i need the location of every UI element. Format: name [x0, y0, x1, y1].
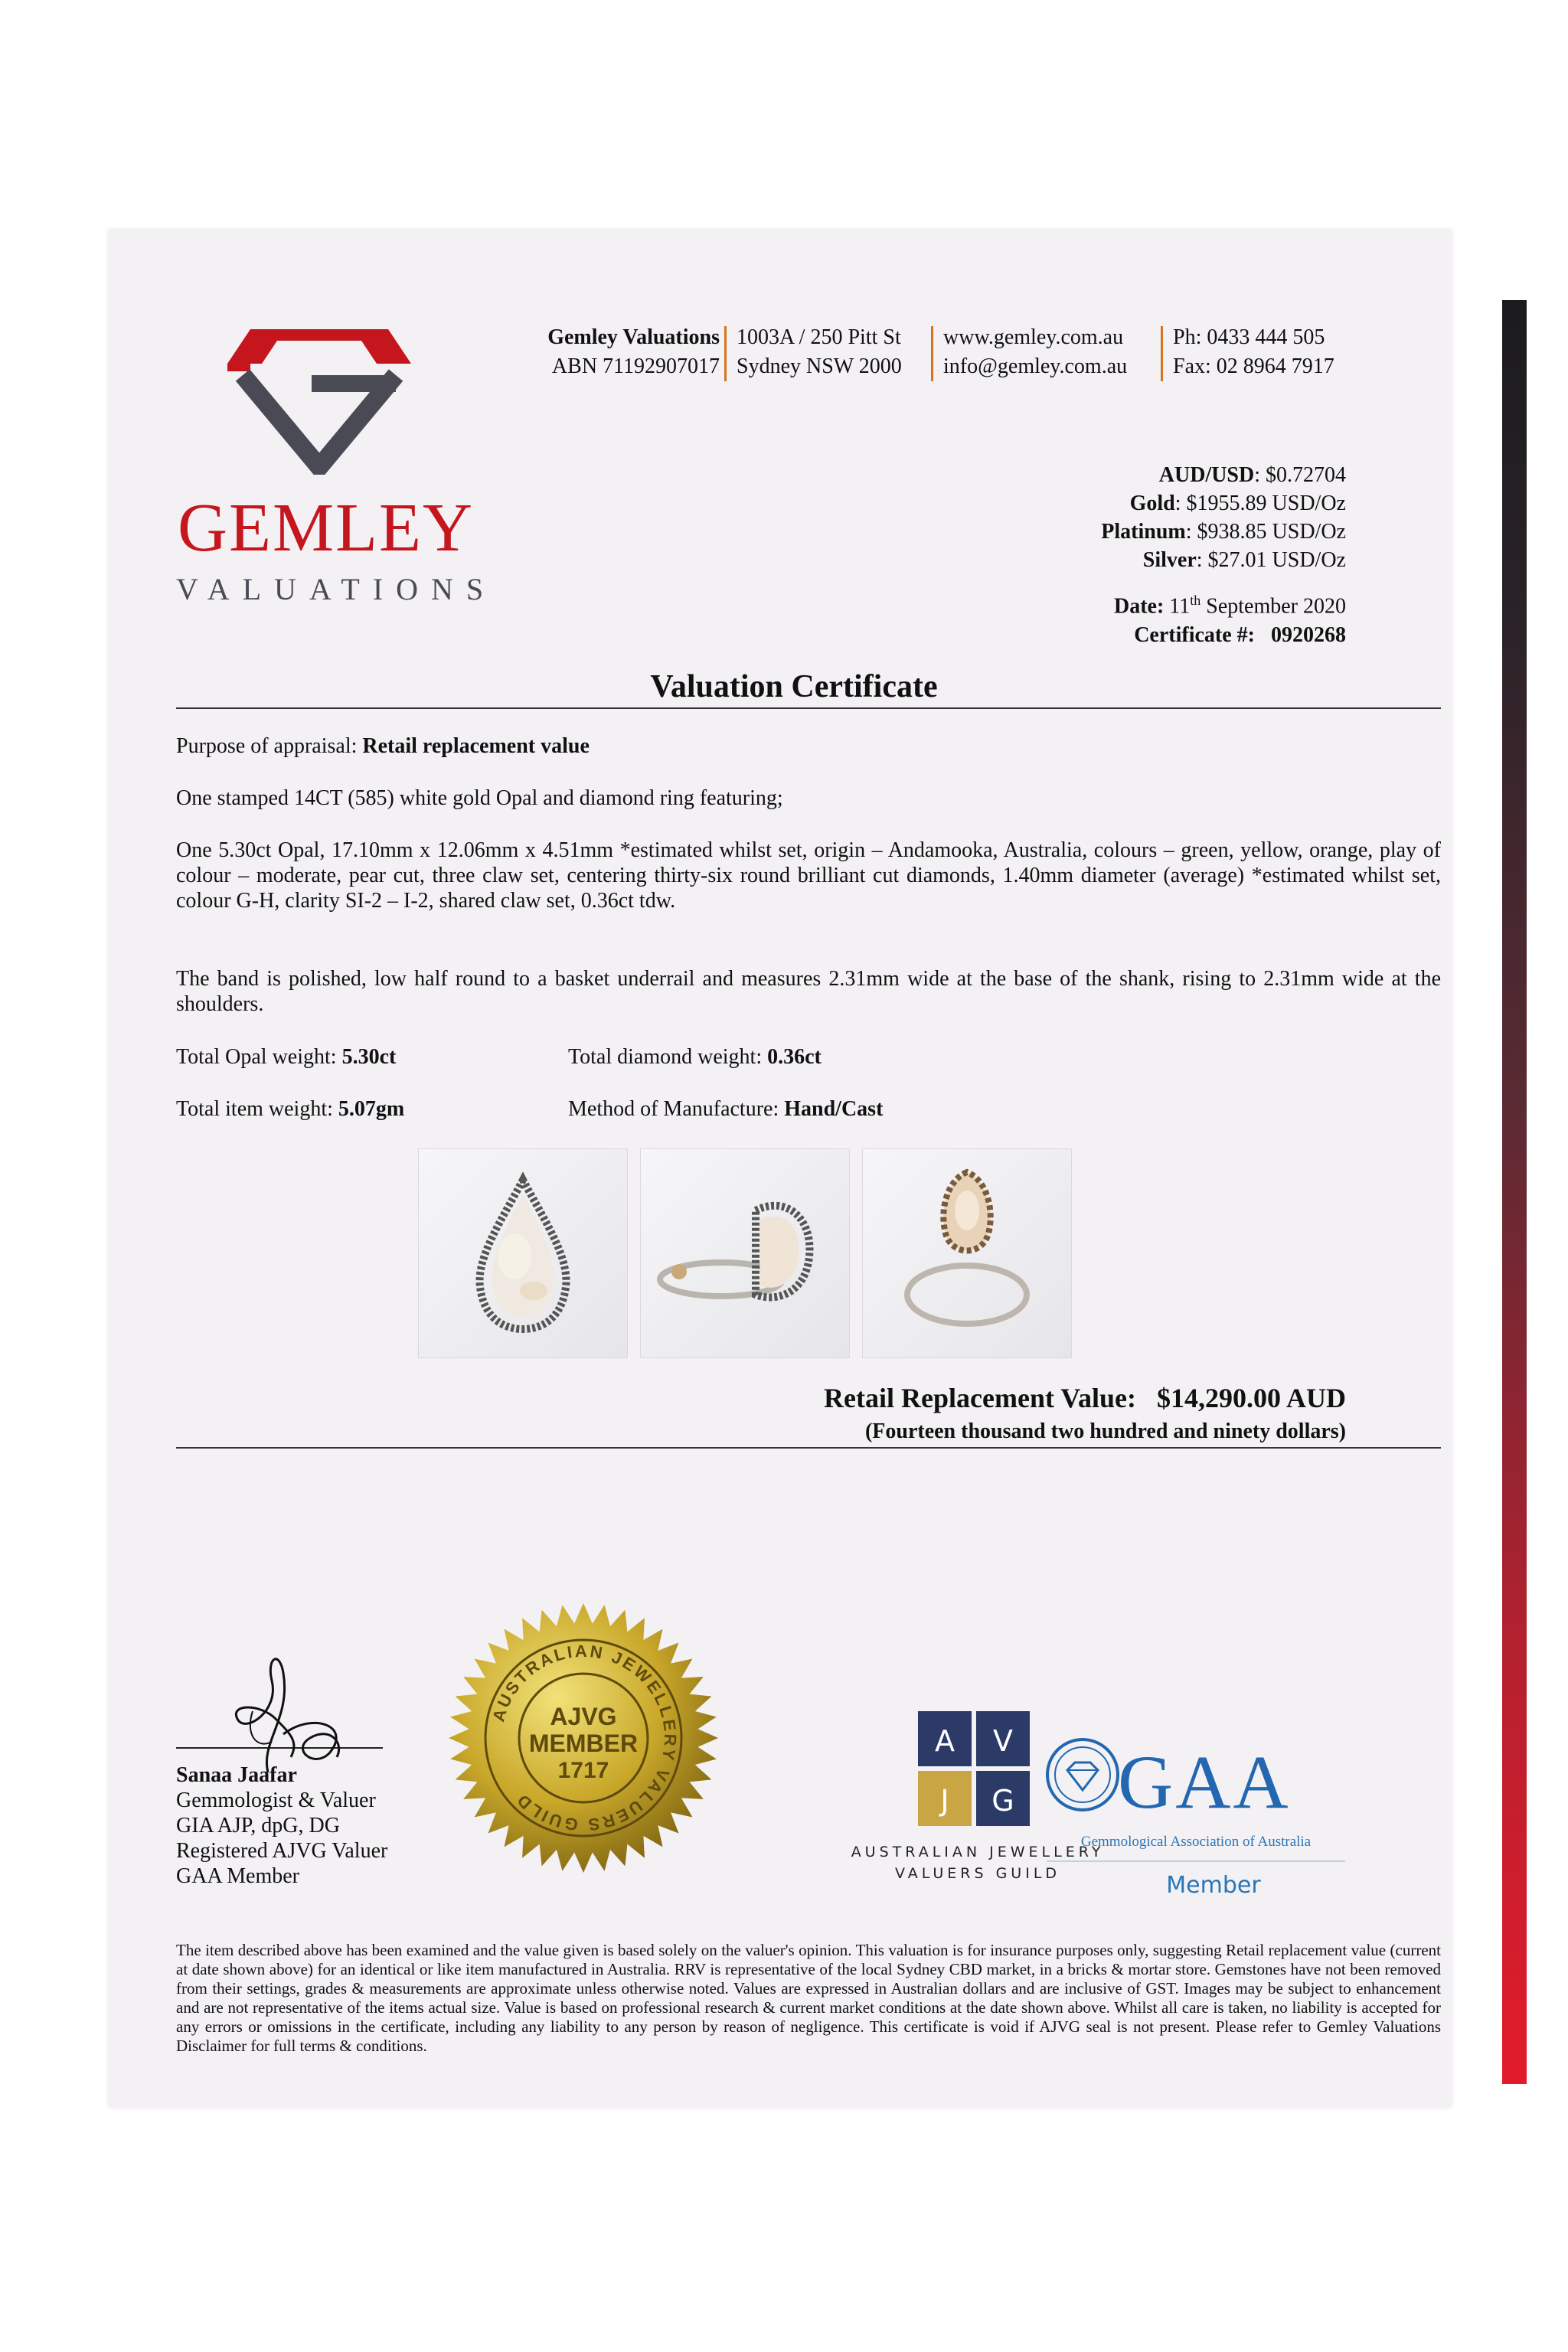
- kv-value: 5.30ct: [341, 1045, 397, 1069]
- contact-web: [943, 323, 1158, 381]
- signer-qualifications: GIA AJP, dpG, DG: [176, 1814, 340, 1838]
- contact-phone: [1173, 323, 1387, 381]
- cert-line: [1114, 621, 1346, 650]
- phone: Ph: 0433 444 505: [1173, 325, 1325, 349]
- ajvg-seal-icon: [446, 1600, 721, 1876]
- address-line-1: 1003A / 250 Pitt St: [737, 325, 901, 349]
- contact-company: [521, 323, 720, 381]
- date-line: [1114, 586, 1346, 621]
- page-title: Valuation Certificate: [650, 669, 938, 704]
- ring-photo-side: [640, 1148, 850, 1358]
- rate-value: : $27.01 USD/Oz: [1196, 548, 1346, 572]
- title-rule: [176, 707, 1441, 709]
- gaa-divider: [1047, 1860, 1345, 1862]
- rate-label: AUD/USD: [1158, 463, 1255, 487]
- signer-name: Sanaa Jaafar: [176, 1763, 297, 1787]
- gaa-emblem-icon: [1044, 1736, 1121, 1813]
- certificate-sheet: [109, 230, 1452, 2107]
- kv-value: 5.07gm: [338, 1097, 405, 1121]
- divider: [931, 326, 933, 381]
- avjg-letter-g: G: [991, 1784, 1014, 1818]
- rate-value: : $0.72704: [1254, 463, 1346, 487]
- rate-value: : $1955.89 USD/Oz: [1174, 492, 1346, 515]
- date-rest: September 2020: [1206, 594, 1346, 619]
- ring-photo-back: [862, 1148, 1072, 1358]
- metal-rates: [1101, 461, 1346, 574]
- ring-side-image: [641, 1149, 849, 1357]
- signer-membership: GAA Member: [176, 1864, 299, 1888]
- rate-gold: [1101, 489, 1346, 518]
- rate-label: Silver: [1142, 548, 1197, 572]
- description-intro: One stamped 14CT (585) white gold Opal and diamond ring featuring;: [176, 786, 783, 810]
- seal-line-1: AJVG: [550, 1703, 617, 1730]
- kv-value: Hand/Cast: [784, 1097, 884, 1121]
- description-stone: One 5.30ct Opal, 17.10mm x 12.06mm x 4.51mm *estimated whilst set, origin – Andamooka, Australia, colours – green, yellow, orange, play of colour – moderate, pear cut, three claw set, centering thirty-six round brilliant cut diamonds, 1.40mm diameter (average) *estimated whilst set, colour G-H, clarity SI-2 – I-2, shared claw set, 0.36ct tdw.: [176, 838, 1441, 913]
- rate-platinum: [1101, 518, 1346, 546]
- email: info@gemley.com.au: [943, 354, 1128, 378]
- signer-block: [176, 1762, 387, 1889]
- rate-label: Platinum: [1101, 520, 1186, 544]
- rate-silver: [1101, 546, 1346, 574]
- date-day: 11: [1169, 594, 1191, 619]
- kv-label: Total Opal weight:: [176, 1045, 337, 1069]
- brand-sub: VALUATIONS: [176, 572, 497, 606]
- date-suffix: th: [1190, 593, 1201, 608]
- diamond-weight: [568, 1044, 822, 1070]
- side-color-bar: [1502, 300, 1527, 2084]
- website: www.gemley.com.au: [943, 325, 1124, 349]
- signer-registration: Registered AJVG Valuer: [176, 1839, 388, 1863]
- purpose-value: Retail replacement value: [362, 734, 590, 758]
- ring-photo-front: [418, 1148, 628, 1358]
- retail-value: [824, 1384, 1346, 1412]
- brand-name: GEMLEY: [178, 490, 474, 566]
- fax: Fax: 02 8964 7917: [1173, 354, 1334, 378]
- gemley-logo-icon: [220, 322, 419, 475]
- ring-back-image: [863, 1149, 1071, 1357]
- value-label: Retail Replacement Value:: [824, 1383, 1136, 1413]
- gaa-member-label: Member: [1166, 1872, 1261, 1899]
- date-label: Date:: [1113, 594, 1165, 619]
- gaa-wordmark: GAA: [1118, 1740, 1291, 1824]
- gaa-full-name: Gemmological Association of Australia: [1080, 1834, 1312, 1850]
- kv-value: 0.36ct: [767, 1045, 822, 1069]
- divider: [1161, 326, 1163, 381]
- seal-line-3: 1717: [557, 1758, 609, 1783]
- disclaimer: The item described above has been examined and the value given is based solely on the valuer's opinion. This valuation is for insurance purposes only, suggesting Retail replacement value (current at date shown above) for an identical or like item manufactured in Australia. RRV is representative of the local Sydney CBD market, in a bricks & mortar store. Gemstones have not been removed from their settings, grades & measurements are approximate unless otherwise noted. Values are expressed in Australian dollars and are inclusive of GST. Images may be subject to enhancement and are not representative of the items actual size. Value is based on professional research & current market conditions at the date shown above. Whilst all care is taken, no liability is accepted for any errors or omissions in the certificate, including any liability to any person by reason of negligence. This certificate is void if AJVG seal is not present. Please refer to Gemley Valuations Disclaimer for full terms & conditions.: [176, 1941, 1441, 2055]
- purpose-line: [176, 733, 1441, 759]
- purpose-label: Purpose of appraisal:: [176, 734, 358, 758]
- value-rule: [176, 1447, 1441, 1449]
- cert-number: 0920268: [1271, 623, 1346, 648]
- signature-icon: [176, 1627, 406, 1780]
- value-amount: $14,290.00 AUD: [1156, 1383, 1346, 1413]
- company-abn: ABN 71192907017: [551, 354, 720, 378]
- avjg-line-1: AUSTRALIAN JEWELLERY: [851, 1844, 1105, 1860]
- opal-weight: [176, 1044, 396, 1070]
- kv-label: Total item weight:: [176, 1097, 333, 1121]
- manufacture-method: [568, 1096, 883, 1122]
- rate-audusd: [1101, 461, 1346, 489]
- company-name: Gemley Valuations: [547, 325, 720, 349]
- ring-front-image: [419, 1149, 627, 1357]
- avjg-letter-a: A: [935, 1724, 955, 1758]
- avjg-line-2: VALUERS GUILD: [894, 1865, 1061, 1882]
- item-weight: [176, 1096, 404, 1122]
- date-block: [1114, 586, 1346, 650]
- rate-value: : $938.85 USD/Oz: [1185, 520, 1346, 544]
- rate-label: Gold: [1129, 492, 1175, 515]
- value-in-words: (Fourteen thousand two hundred and ninety dollars): [864, 1419, 1346, 1443]
- signer-title: Gemmologist & Valuer: [176, 1788, 376, 1812]
- kv-label: Total diamond weight:: [568, 1045, 763, 1069]
- address-line-2: Sydney NSW 2000: [737, 354, 902, 378]
- contact-address: [737, 323, 928, 381]
- avjg-letter-j: J: [940, 1784, 949, 1818]
- seal-ring-text: AUSTRALIAN JEWELLERY VALUERS GUILD: [488, 1641, 681, 1835]
- cert-label: Certificate #:: [1134, 623, 1255, 648]
- avjg-letter-v: V: [993, 1724, 1013, 1758]
- seal-line-2: MEMBER: [528, 1730, 639, 1757]
- divider: [724, 326, 727, 381]
- description-band: The band is polished, low half round to a basket underrail and measures 2.31mm wide at the base of the shank, rising to 2.31mm wide at the shoulders.: [176, 967, 1441, 1016]
- kv-label: Method of Manufacture:: [568, 1097, 779, 1121]
